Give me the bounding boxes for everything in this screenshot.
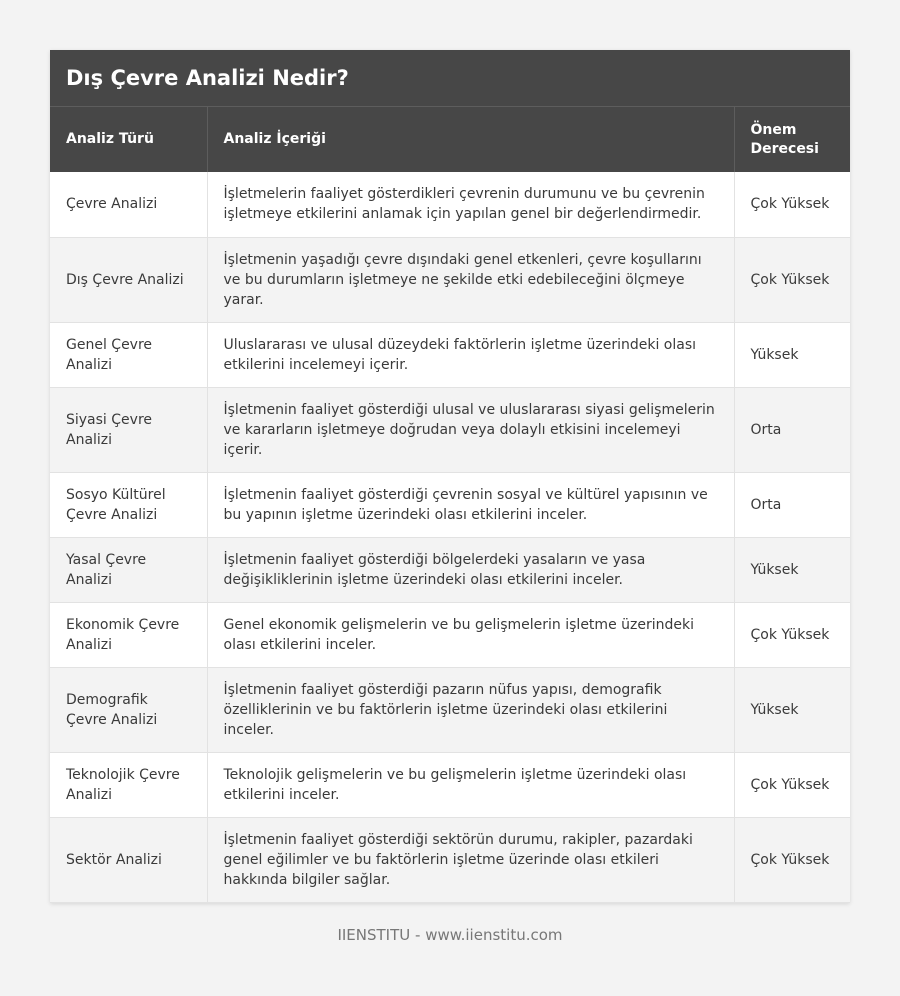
cell-importance: Çok Yüksek — [734, 817, 850, 902]
table-row — [50, 537, 850, 602]
page-title: Dış Çevre Analizi Nedir? — [50, 50, 850, 107]
cell-type: Demografik Çevre Analizi — [50, 667, 207, 752]
table-row — [50, 752, 850, 817]
cell-type: Sektör Analizi — [50, 817, 207, 902]
table-row — [50, 387, 850, 472]
cell-content: Genel ekonomik gelişmelerin ve bu gelişmelerin işletme üzerindeki olası etkilerini inceler. — [207, 602, 734, 667]
cell-importance: Çok Yüksek — [734, 602, 850, 667]
column-header-importance: Önem Derecesi — [734, 107, 850, 172]
table-row — [50, 322, 850, 387]
cell-type: Genel Çevre Analizi — [50, 322, 207, 387]
cell-importance: Yüksek — [734, 537, 850, 602]
analysis-table — [50, 107, 850, 903]
cell-content: Uluslararası ve ulusal düzeydeki faktörlerin işletme üzerindeki olası etkilerini incelemeyi içerir. — [207, 322, 734, 387]
cell-content: İşletmenin faaliyet gösterdiği ulusal ve uluslararası siyasi gelişmelerin ve kararların işletmeye doğrudan veya dolaylı etkisini incelemeyi içerir. — [207, 387, 734, 472]
column-header-content: Analiz İçeriği — [207, 107, 734, 172]
cell-content: İşletmelerin faaliyet gösterdikleri çevrenin durumunu ve bu çevrenin işletmeye etkilerini anlamak için yapılan genel bir değerlendirmedir. — [207, 172, 734, 237]
cell-type: Çevre Analizi — [50, 172, 207, 237]
table-row — [50, 667, 850, 752]
table-header-row — [50, 107, 850, 172]
cell-type: Teknolojik Çevre Analizi — [50, 752, 207, 817]
cell-importance: Çok Yüksek — [734, 752, 850, 817]
table-row — [50, 602, 850, 667]
table-row — [50, 817, 850, 902]
cell-type: Ekonomik Çevre Analizi — [50, 602, 207, 667]
column-header-type: Analiz Türü — [50, 107, 207, 172]
cell-content: İşletmenin faaliyet gösterdiği çevrenin sosyal ve kültürel yapısının ve bu yapının işletme üzerindeki olası etkilerini inceler. — [207, 472, 734, 537]
footer-credit: IIENSTITU - www.iienstitu.com — [337, 926, 563, 944]
cell-importance: Yüksek — [734, 322, 850, 387]
cell-importance: Orta — [734, 387, 850, 472]
cell-content: Teknolojik gelişmelerin ve bu gelişmelerin işletme üzerindeki olası etkilerini inceler. — [207, 752, 734, 817]
table-row — [50, 237, 850, 322]
cell-type: Yasal Çevre Analizi — [50, 537, 207, 602]
cell-content: İşletmenin faaliyet gösterdiği sektörün durumu, rakipler, pazardaki genel eğilimler ve bu faktörlerin işletme üzerinde olası etkileri hakkında bilgiler sağlar. — [207, 817, 734, 902]
cell-content: İşletmenin faaliyet gösterdiği pazarın nüfus yapısı, demografik özelliklerinin ve bu faktörlerin işletme üzerindeki olası etkilerini inceler. — [207, 667, 734, 752]
cell-content: İşletmenin faaliyet gösterdiği bölgelerdeki yasaların ve yasa değişikliklerinin işletme üzerindeki olası etkilerini inceler. — [207, 537, 734, 602]
cell-type: Sosyo Kültürel Çevre Analizi — [50, 472, 207, 537]
table-row — [50, 472, 850, 537]
cell-importance: Çok Yüksek — [734, 237, 850, 322]
cell-importance: Çok Yüksek — [734, 172, 850, 237]
cell-content: İşletmenin yaşadığı çevre dışındaki genel etkenleri, çevre koşullarını ve bu durumların işletmeye ne şekilde etki edebileceğini ölçmeye yarar. — [207, 237, 734, 322]
content-card — [50, 50, 850, 903]
cell-importance: Orta — [734, 472, 850, 537]
table-row — [50, 172, 850, 237]
cell-type: Dış Çevre Analizi — [50, 237, 207, 322]
cell-importance: Yüksek — [734, 667, 850, 752]
cell-type: Siyasi Çevre Analizi — [50, 387, 207, 472]
